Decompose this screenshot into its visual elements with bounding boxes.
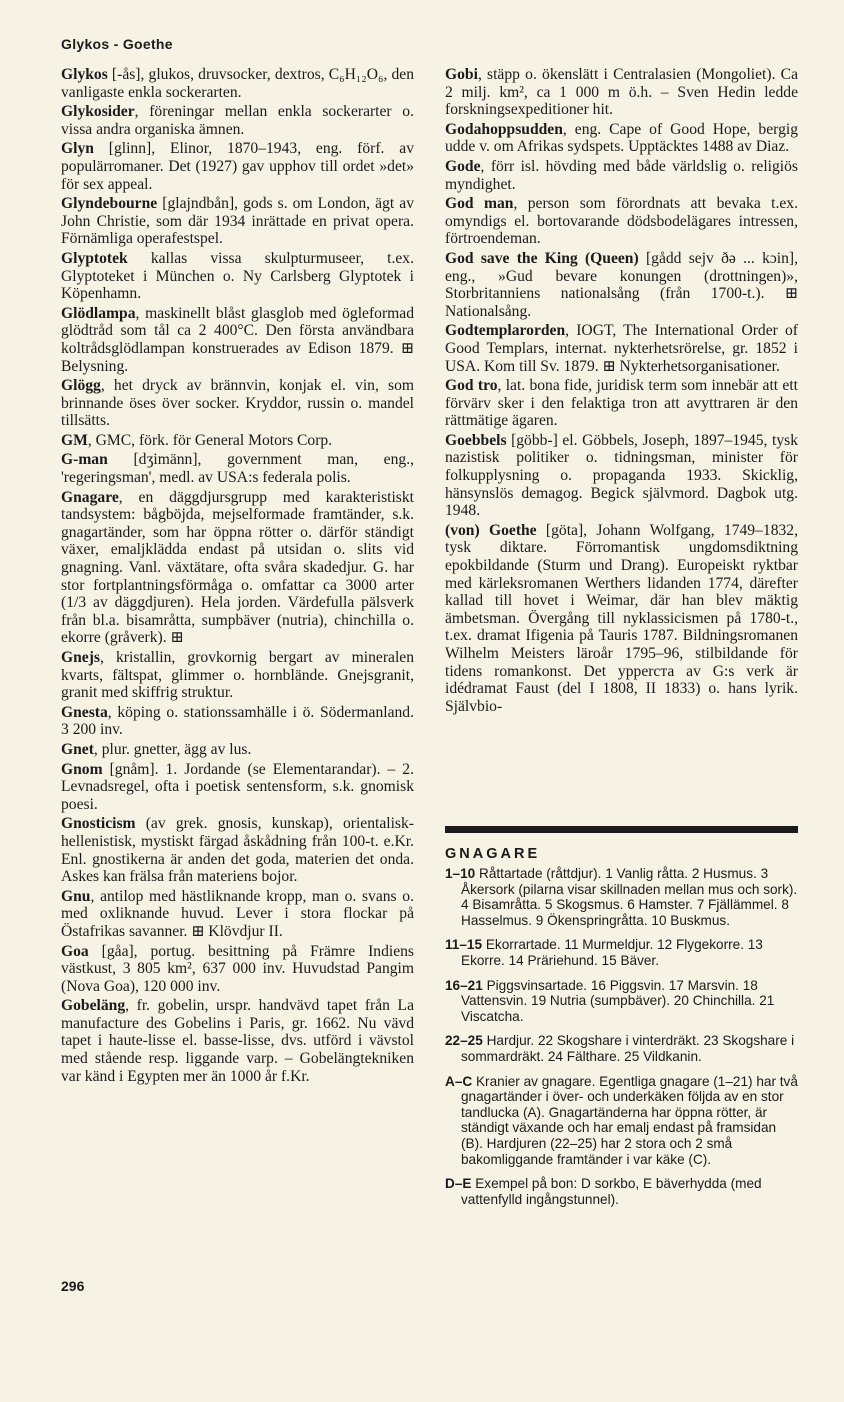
entry-text: , het dryck av brännvin, konjak el. vin, som brinnande öses över socker. Kryddor, russin o. mandel tillsätts. [61, 377, 414, 430]
headword: Gnom [61, 760, 103, 778]
headword: Gnesta [61, 703, 108, 721]
caption-text: Kranier av gnagare. Egentliga gnagare (1–21) har två gnagartänder i över- och underkäken följda av en stor tandlucka (A). Gnagartänderna har öppna rötter, är ständigt växande och har emalj endast på framsidan (B). Hardjuren (22–25) har 2 stora och 2 små bakomliggande framtänder i var käke (C). [461, 1073, 798, 1167]
entry-text: (av grek. gnosis, kunskap), orientalisk-hellenistisk, mystiskt färgad åskådning från 100-t. e.Kr. Enl. gnostikerna är anden det goda, materien det onda. Askes kan frälsa från materiens bojor. [61, 815, 414, 886]
entry [445, 377, 798, 430]
entry [61, 761, 414, 814]
entry [61, 250, 414, 303]
entry [61, 741, 414, 759]
entry-text: , antilop med hästliknande kropp, man o. svans o. med oxliknande huvud. Lever i stora flockar på Östafrikas savanner. ⊞ Klövdjur II. [61, 887, 414, 940]
caption-item [445, 866, 798, 928]
entry [61, 888, 414, 941]
entry-text: , en däggdjursgrupp med karakteristiskt tandsystem: bågböjda, mejselformade framtänder, s.k. gnagartänder, som har öppna rötter o. därför ständigt växer, emaljklädda endast på utsidan o. slits vid gnagning. Vanl. växtätare, ofta svåra skadedjur. G. har stor fortplantningsförmåga o. omfattar ca 3000 arter (1/3 av däggdjuren). Hela jorden. Värdefulla pälsverk från bl.a. bisamråtta, sumpbäver (nutria), chinchilla o. ekorre (gråverk). ⊞ [61, 488, 414, 647]
headword: Gnagare [61, 488, 119, 506]
caption-item [445, 1074, 798, 1168]
entry-text: , GMC, förk. för General Motors Corp. [87, 431, 333, 449]
entry-text: [göbb-] el. Göbbels, Joseph, 1897–1945, tysk nazistisk politiker o. tidningsman, minister för folkupplysning o. propaganda 1933. Skicklig, hänsynslös demagog. Begick självmord. Dagbok utg. 1948. [445, 431, 798, 520]
headword: G-man [61, 451, 108, 469]
entry [61, 489, 414, 647]
entry-text: , lat. bona fide, juridisk term som innebär att ett förvärv sker i den felaktiga tron att avyttraren är den rättmätige ägaren. [445, 377, 798, 430]
caption-range: 1–10 [445, 866, 476, 881]
entry [61, 103, 414, 138]
entry-text: [gådd sejv ðə ... kɔin], eng., »Gud bevare konungen (drottningen)», Storbritanniens nationalsång (från 1700-t.). ⊞ Nationalsång. [445, 249, 799, 320]
headword: Godtemplarorden [445, 322, 566, 340]
entry-text: [-ås], glukos, druvsocker, dextros, C₆H₁₂O₆, den vanligaste enkla sockerarten. [61, 66, 414, 101]
caption-range: D–E [445, 1176, 472, 1192]
entry [445, 66, 798, 119]
headword: Glyptotek [61, 249, 128, 267]
caption-range: 22–25 [445, 1033, 483, 1049]
headword: Goa [61, 942, 89, 960]
entry [61, 305, 414, 375]
entry-text: , föreningar mellan enkla sockerarter o. vissa andra organiska ämnen. [61, 103, 414, 138]
caption-text: Piggsvinsartade. 16 Piggsvin. 17 Marsvin. 18 Vattensvin. 19 Nutria (sumpbäver). 20 Chinchilla. 21 Viscatcha. [461, 977, 775, 1024]
entry-text: [gåa], portug. besittning på Främre Indiens västkust, 3 805 km², 637 000 inv. Huvudstad Pangim (Nova Goa), 120 000 inv. [61, 942, 414, 995]
headword: Gobi [445, 66, 478, 83]
page-number: 296 [61, 1278, 85, 1294]
entry [61, 997, 414, 1085]
caption-title: GNAGARE [445, 846, 541, 862]
headword: Gnejs [61, 649, 100, 666]
caption-list [445, 866, 798, 1216]
right-column [445, 66, 798, 717]
caption-text: Hardjur. 22 Skogshare i vinterdräkt. 23 Skogshare i sommardräkt. 24 Fälthare. 25 Vildkanin. [461, 1033, 795, 1064]
headword: Glyndebourne [61, 195, 158, 213]
entry [61, 377, 414, 430]
entry [445, 158, 798, 193]
entry-text: , köping o. stationssamhälle i ö. Södermanland. 3 200 inv. [61, 703, 414, 739]
caption-text: Ekorrartade. 11 Murmeldjur. 12 Flygekorre. 13 Ekorre. 14 Präriehund. 15 Bäver. [461, 937, 763, 968]
entry-text: , stäpp o. ökenslätt i Centralasien (Mongoliet). Ca 2 milj. km², ca 1 000 m ö.h. – Sven Hedin ledde forskningsexpeditioner hit. [445, 66, 798, 119]
entry-text: , IOGT, The International Order of Good Templars, internat. nykterhetsrörelse, gr. 1852 i USA. Kom till Sv. 1879. ⊞ Nykterhetsorganisationer. [445, 322, 798, 375]
entry-text: [göta], Johann Wolfgang, 1749–1832, tysk diktare. Förromantisk ungdomsdiktning epokbildande (Sturm und Drang). Europeiskt ryktbar med kärleksromanen Werthers lidanden 1774, därefter kallad till hovet i Weimar, där han blev mäktig ämbetsman. Övergång till nyklassicismen på 1780-t., t.ex. dramat Ifigenia på Tauris 1787. Bildningsromanen Wilhelm Meisters läroår 1795–96, stilbildande för tidens romankonst. Det ypperста av G:s verk är idédramat Faust (del I 1808, II 1833) o. hans lyrik. Självbio- [445, 521, 798, 715]
entry [445, 322, 798, 375]
caption-item [445, 937, 798, 968]
caption-range: 11–15 [445, 937, 483, 953]
section-divider [445, 826, 798, 833]
headword: Glykosider [61, 103, 135, 121]
entry [445, 432, 798, 520]
headword: Goebbels [445, 431, 507, 449]
headword: (von) Goethe [445, 521, 537, 539]
entry-text: , person som förordnats att bevaka t.ex. omyndigs el. bortovarande dödsbodelägares intressen, förtroendeman. [445, 195, 798, 248]
entry [61, 66, 414, 101]
entry [445, 195, 798, 248]
entry [61, 432, 414, 450]
headword: Gobeläng [61, 997, 126, 1015]
left-column [61, 66, 414, 1087]
headword: Godahoppsudden [445, 120, 563, 138]
entry-text: [glinn], Elinor, 1870–1943, eng. förf. av populärromaner. Det (1927) gav upphov till ordet »det» för sex appeal. [61, 140, 414, 193]
entry-text: [dʒimänn], government man, eng., 'regeringsman', medl. av USA:s federala polis. [61, 451, 414, 487]
entry-text: kallas vissa skulpturmuseer, t.ex. Glyptoteket i München o. Ny Carlsberg Glyptotek i Köpenhamn. [61, 249, 414, 303]
headword: Glykos [61, 66, 108, 83]
entry [61, 649, 414, 702]
caption-item [445, 1033, 798, 1064]
caption-range: 16–21 [445, 977, 483, 993]
headword: God save the King (Queen) [445, 249, 639, 267]
entry-text: , fr. gobelin, urspr. handvävd tapet från La manufacture des Gobelins i Paris, gr. 1662. Nu vävd tapet i haute-lisse el. basse-lisse, dvs. utförd i vävstol med stående resp. liggande varp. – Gobelängtekniken var känd i Egypten mer än 1000 år f.Kr. [61, 997, 414, 1085]
caption-text: Råttartade (råttdjur). 1 Vanlig råtta. 2 Husmus. 3 Åkersork (pilarna visar skillnaden mellan mus och sork). 4 Bisamråtta. 5 Skogsmus. 6 Hamster. 7 Fjällämmel. 8 Hasselmus. 9 Ökenspringråtta. 10 Buskmus. [461, 866, 798, 928]
entry-text: , plur. gnetter, ägg av lus. [93, 740, 252, 758]
entry-text: [glajndbån], gods s. om London, ägt av John Christie, som där 1934 inrättade en privat opera. Förnämliga operafestspel. [61, 195, 414, 248]
headword: Gnet [61, 740, 94, 758]
entry [445, 250, 798, 320]
caption-range: A–C [445, 1073, 473, 1089]
headword: Glödlampa [61, 304, 136, 322]
headword: God man [445, 195, 514, 213]
entry-text: , eng. Cape of Good Hope, bergig udde v. om Afrikas sydspets. Upptäcktes 1488 av Diaz. [445, 120, 798, 156]
entry [445, 522, 798, 716]
entry [61, 451, 414, 486]
entry-text: , maskinellt blåst glasglob med ögleformad glödtråd som tål ca 2 400°C. Den första användbara koltrådsglödlampan konstruerades av Edison 1879. ⊞ Belysning. [61, 304, 414, 375]
caption-text: Exempel på bon: D sorkbo, E bäverhydda (med vattenfylld ingångstunnel). [461, 1176, 762, 1207]
headword: GM [61, 431, 88, 449]
entry [445, 121, 798, 156]
entry [61, 140, 414, 193]
entry-text: , kristallin, grovkornig bergart av mineralen kvarts, fältspat, glimmer o. hornblände. Gnejsgranit, granit med skiffrig struktur. [61, 649, 414, 702]
entry-text: , förr isl. hövding med både världslig o. religiös myndighet. [445, 157, 798, 193]
caption-item [445, 1176, 798, 1207]
entry-text: [gnåm]. 1. Jordande (se Elementarandar). – 2. Levnadsregel, ofta i poetisk sentensform, s.k. gnomisk poesi. [61, 760, 414, 813]
entry [61, 195, 414, 248]
headword: Gnosticism [61, 815, 136, 833]
headword: Gode [445, 157, 481, 175]
caption-item [445, 978, 798, 1025]
headword: Glögg [61, 377, 101, 395]
headword: Gnu [61, 887, 91, 905]
running-head: Glykos - Goethe [61, 36, 173, 52]
entry [61, 704, 414, 739]
headword: God tro [445, 377, 498, 395]
entry [61, 943, 414, 996]
headword: Glyn [61, 140, 94, 158]
entry [61, 815, 414, 885]
